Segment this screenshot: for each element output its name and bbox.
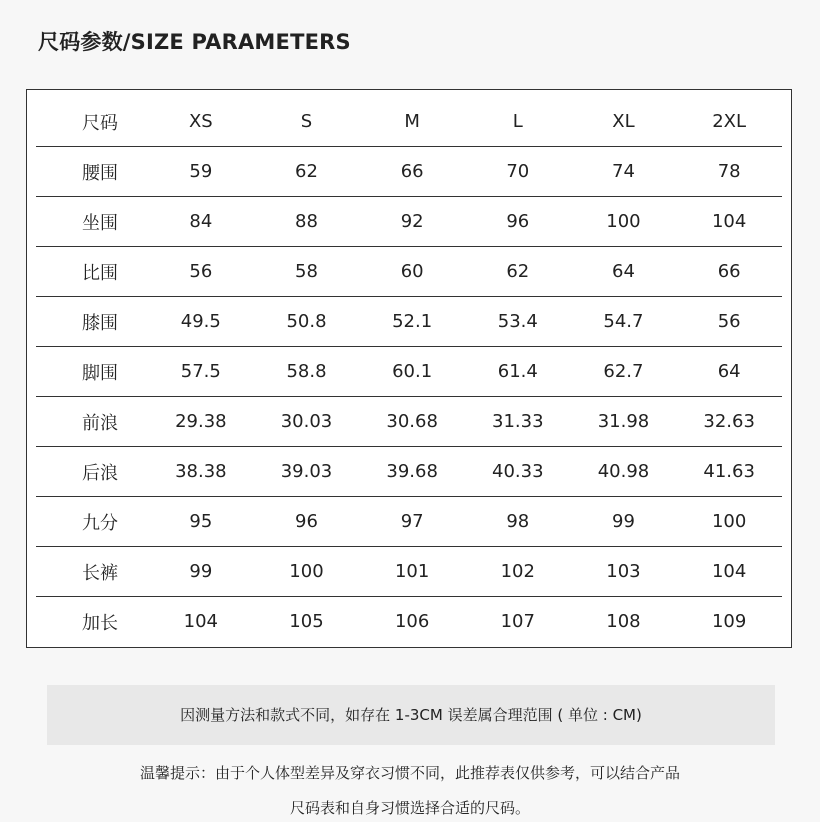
table-row bbox=[36, 247, 782, 297]
table-cell: 97 bbox=[359, 497, 465, 547]
table-cell: 41.63 bbox=[676, 447, 782, 497]
table-cell: 95 bbox=[148, 497, 254, 547]
row-label: 长裤 bbox=[36, 547, 148, 597]
row-label: 比围 bbox=[36, 247, 148, 297]
table-cell: 96 bbox=[254, 497, 360, 547]
table-cell: 60.1 bbox=[359, 347, 465, 397]
table-cell: 32.63 bbox=[676, 397, 782, 447]
table-cell: 105 bbox=[254, 597, 360, 647]
table-row bbox=[36, 547, 782, 597]
table-cell: 62.7 bbox=[571, 347, 677, 397]
table-cell: 59 bbox=[148, 147, 254, 197]
table-cell: 30.68 bbox=[359, 397, 465, 447]
table-cell: 61.4 bbox=[465, 347, 571, 397]
table-cell: 106 bbox=[359, 597, 465, 647]
header-label-cell: 尺码 bbox=[82, 112, 118, 134]
table-cell: 50.8 bbox=[254, 297, 360, 347]
row-label: 加长 bbox=[36, 597, 148, 647]
table-cell: 29.38 bbox=[148, 397, 254, 447]
table-cell: 30.03 bbox=[254, 397, 360, 447]
table-cell: 60 bbox=[359, 247, 465, 297]
table-cell: 40.33 bbox=[465, 447, 571, 497]
table-cell: 70 bbox=[465, 147, 571, 197]
size-header-s: S bbox=[300, 111, 313, 132]
size-header-m: M bbox=[404, 111, 420, 132]
table-cell: 74 bbox=[571, 147, 677, 197]
table-row bbox=[36, 297, 782, 347]
table-cell: 66 bbox=[676, 247, 782, 297]
table-cell: 103 bbox=[571, 547, 677, 597]
table-cell: 64 bbox=[571, 247, 677, 297]
table-row bbox=[36, 147, 782, 197]
table-cell: 56 bbox=[676, 297, 782, 347]
row-label: 脚围 bbox=[36, 347, 148, 397]
table-cell: 84 bbox=[148, 197, 254, 247]
table-cell: 104 bbox=[676, 547, 782, 597]
table-cell: 56 bbox=[148, 247, 254, 297]
size-header-xs: XS bbox=[188, 111, 213, 132]
table-cell: 39.68 bbox=[359, 447, 465, 497]
table-cell: 92 bbox=[359, 197, 465, 247]
table-cell: 31.98 bbox=[571, 397, 677, 447]
table-cell: 99 bbox=[571, 497, 677, 547]
table-row bbox=[36, 597, 782, 647]
tip-line-1: 温馨提示：由于个人体型差异及穿衣习惯不同，此推荐表仅供参考，可以结合产品 bbox=[139, 764, 680, 782]
table-row bbox=[36, 497, 782, 547]
table-cell: 62 bbox=[254, 147, 360, 197]
table-cell: 102 bbox=[465, 547, 571, 597]
table-cell: 100 bbox=[676, 497, 782, 547]
table-cell: 31.33 bbox=[465, 397, 571, 447]
table-cell: 58 bbox=[254, 247, 360, 297]
table-cell: 54.7 bbox=[571, 297, 677, 347]
table-cell: 39.03 bbox=[254, 447, 360, 497]
row-label: 腰围 bbox=[36, 147, 148, 197]
measurement-note: 因测量方法和款式不同，如存在 1-3CM 误差属合理范围 ( 单位 : CM) bbox=[47, 685, 775, 745]
table-cell: 109 bbox=[676, 597, 782, 647]
row-label: 前浪 bbox=[36, 397, 148, 447]
row-label: 坐围 bbox=[36, 197, 148, 247]
row-label: 膝围 bbox=[36, 297, 148, 347]
table-row bbox=[36, 197, 782, 247]
table-cell: 88 bbox=[254, 197, 360, 247]
table-cell: 49.5 bbox=[148, 297, 254, 347]
page-title: 尺码参数/SIZE PARAMETERS bbox=[38, 30, 351, 54]
row-label: 后浪 bbox=[36, 447, 148, 497]
size-header-2xl: 2XL bbox=[712, 111, 747, 132]
table-cell: 98 bbox=[465, 497, 571, 547]
table-cell: 104 bbox=[676, 197, 782, 247]
table-cell: 40.98 bbox=[571, 447, 677, 497]
table-row bbox=[36, 347, 782, 397]
table-cell: 104 bbox=[148, 597, 254, 647]
row-label: 九分 bbox=[36, 497, 148, 547]
table-cell: 58.8 bbox=[254, 347, 360, 397]
table-cell: 64 bbox=[676, 347, 782, 397]
size-header-l: L bbox=[512, 111, 523, 132]
table-cell: 78 bbox=[676, 147, 782, 197]
table-cell: 100 bbox=[254, 547, 360, 597]
table-cell: 53.4 bbox=[465, 297, 571, 347]
table-cell: 52.1 bbox=[359, 297, 465, 347]
table-cell: 101 bbox=[359, 547, 465, 597]
table-cell: 96 bbox=[465, 197, 571, 247]
size-table bbox=[36, 97, 782, 646]
table-row bbox=[36, 397, 782, 447]
table-cell: 99 bbox=[148, 547, 254, 597]
table-cell: 66 bbox=[359, 147, 465, 197]
table-cell: 62 bbox=[465, 247, 571, 297]
table-cell: 107 bbox=[465, 597, 571, 647]
table-cell: 38.38 bbox=[148, 447, 254, 497]
tip-line-2: 尺码表和自身习惯选择合适的尺码。 bbox=[289, 799, 530, 817]
size-header-xl: XL bbox=[612, 111, 635, 132]
table-cell: 108 bbox=[571, 597, 677, 647]
table-header-row bbox=[36, 97, 782, 147]
table-cell: 100 bbox=[571, 197, 677, 247]
table-row bbox=[36, 447, 782, 497]
table-cell: 57.5 bbox=[148, 347, 254, 397]
size-table-container bbox=[26, 89, 792, 648]
